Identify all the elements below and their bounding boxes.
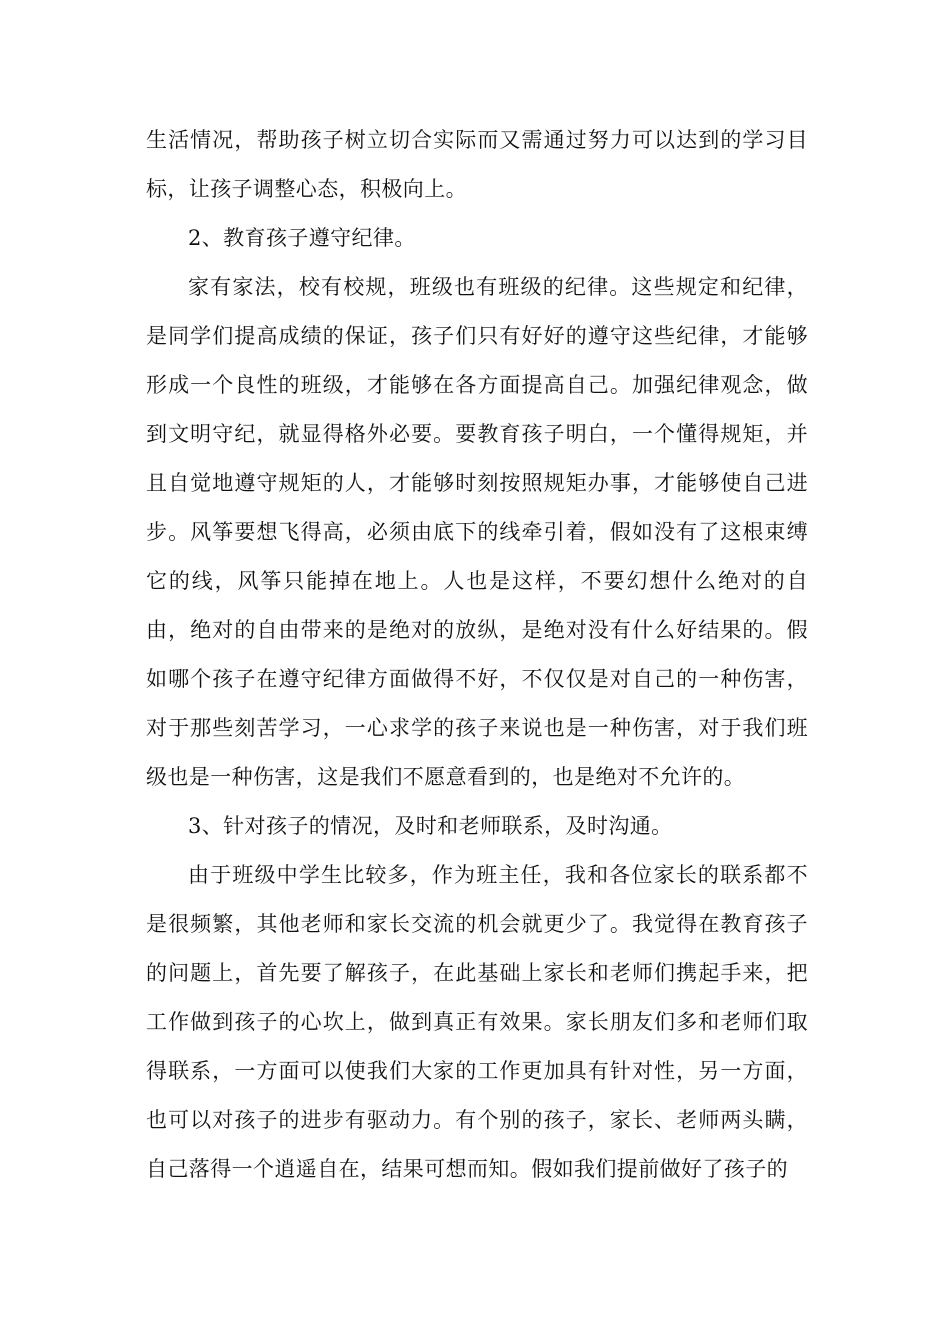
section-heading-2: 2、教育孩子遵守纪律。 [188, 226, 416, 250]
paragraph-discipline: 家有家法，校有校规，班级也有班级的纪律。这些规定和纪律，是同学们提高成绩的保证，孩子们只有好好的遵守这些纪律，才能够形成一个良性的班级，才能够在各方面提高自己。加强纪律观念，做到文明守纪，就显得格外必要。要教育孩子明白，一个懂得规矩，并且自觉地遵守规矩的人，才能够时刻按照规矩办事，才能够使自己进步。风筝要想飞得高，必须由底下的线牵引着，假如没有了这根束缚它的线，风筝只能掉在地上。人也是这样，不要幻想什么绝对的自由，绝对的自由带来的是绝对的放纵，是绝对没有什么好结果的。假如哪个孩子在遵守纪律方面做得不好，不仅仅是对自己的一种伤害，对于那些刻苦学习，一心求学的孩子来说也是一种伤害，对于我们班级也是一种伤害，这是我们不愿意看到的，也是绝对不允许的。 [146, 275, 808, 789]
document-body [146, 116, 808, 1194]
paragraph-continuation: 生活情况，帮助孩子树立切合实际而又需通过努力可以达到的学习目标，让孩子调整心态，积极向上。 [146, 128, 808, 201]
paragraph-communication: 由于班级中学生比较多，作为班主任，我和各位家长的联系都不是很频繁，其他老师和家长交流的机会就更少了。我觉得在教育孩子的问题上，首先要了解孩子，在此基础上家长和老师们携起手来，把工作做到孩子的心坎上，做到真正有效果。家长朋友们多和老师们取得联系，一方面可以使我们大家的工作更加具有针对性，另一方面，也可以对孩子的进步有驱动力。有个别的孩子，家长、老师两头瞒，自己落得一个逍遥自在，结果可想而知。假如我们提前做好了孩子的 [146, 863, 808, 1181]
section-heading-3: 3、针对孩子的情况，及时和老师联系，及时沟通。 [188, 814, 673, 838]
